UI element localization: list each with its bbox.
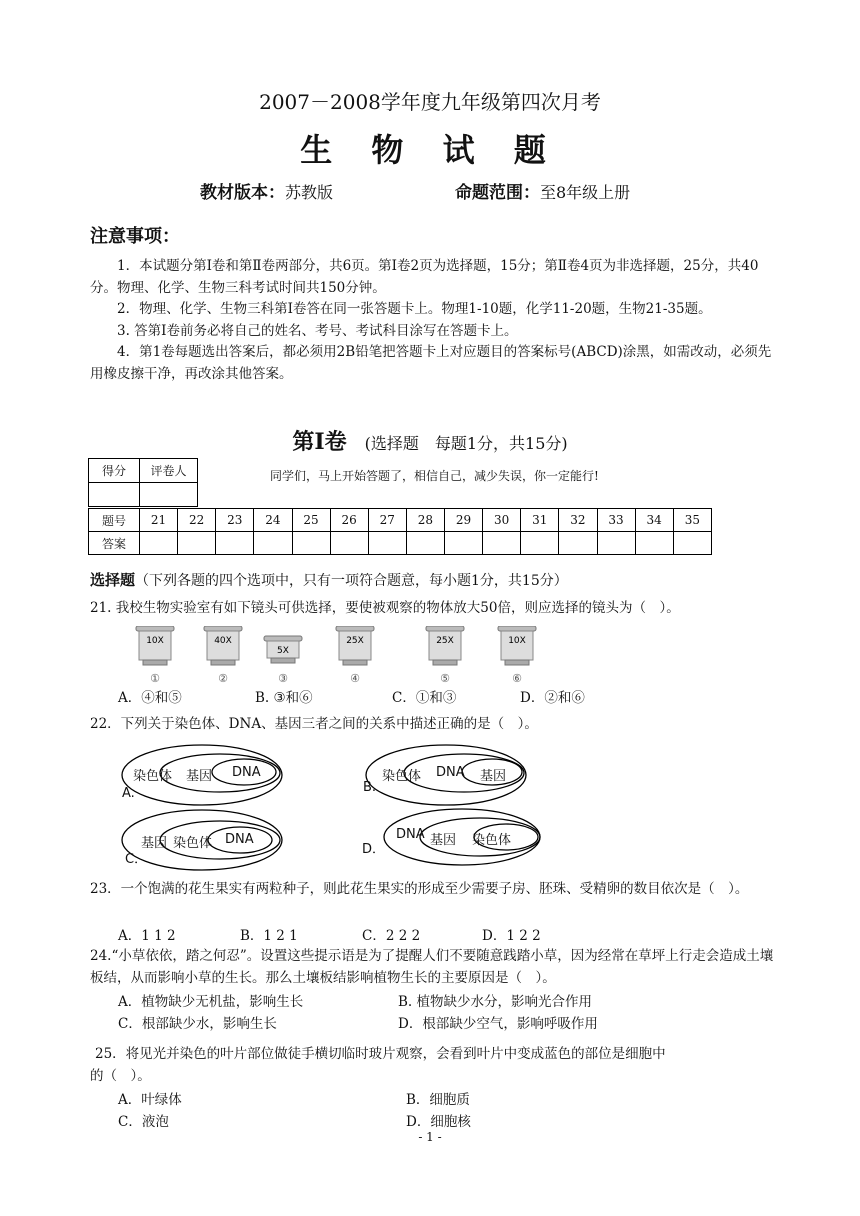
q23-option-a[interactable]: A．1 1 2 [118,928,176,944]
question-24-stem: 24.“小草依依，踏之何忍”。设置这些提示语是为了提醒人们不要随意践踏小草，因为经常在草坪上行走会造成土壤板结，从而影响小草的生长。那么土壤板结影响植物生长的主要原因是（ ）。 [90,948,774,986]
question-23-stem: 23．一个饱满的花生果实有两粒种子，则此花生果实的形成至少需要子房、胚珠、受精卵的数目依次是（ ）。 [90,881,749,897]
q24-option-c[interactable]: C．根部缺少水，影响生长 [118,1016,277,1032]
answer-table [88,508,712,555]
question-number-cell: 33 [597,509,635,532]
question-number-cell: 21 [140,509,178,532]
edition-value: 苏教版 [285,183,334,202]
q21-option-a[interactable]: A．④和⑤ [118,690,182,706]
q23-option-d[interactable]: D．1 2 2 [482,928,541,944]
section-header [90,569,568,590]
diagram-d-outer-label: DNA [396,827,425,842]
lens-number: ⑥ [512,672,522,685]
lens-icon [420,626,470,672]
lens-magnification: 10X [146,636,164,646]
diagram-c-middle-label: 染色体 [173,836,213,851]
answer-cell[interactable] [445,532,483,555]
scope-info [455,178,630,203]
notice-item: 2．物理、化学、生物三科第Ⅰ卷答在同一张答题卡上。物理1-10题，化学11-20题，生物21-35题。 [117,301,712,317]
notice-item: 4．第1卷每题选出答案后，都必须用2B铅笔把答题卡上对应题目的答案标号(ABCD)涂黑，如需改动，必须先用橡皮擦干净，再改涂其他答案。 [90,344,772,382]
answer-cell[interactable] [673,532,711,555]
notice-item: 1．本试题分第Ⅰ卷和第Ⅱ卷两部分，共6页。第Ⅰ卷2页为选择题，15分；第Ⅱ卷4页为非选择题，25分，共40分。物理、化学、生物三科考试时间共150分钟。 [90,258,759,296]
volume-heading [0,425,860,456]
question-number-cell: 28 [406,509,444,532]
score-cell[interactable] [89,483,140,507]
grader-cell[interactable] [140,483,198,507]
answer-cell[interactable] [178,532,216,555]
lens-6 [492,626,542,685]
question-number-cell: 31 [521,509,559,532]
question-number-cell: 35 [673,509,711,532]
answer-cell[interactable] [597,532,635,555]
lens-number: ④ [350,672,360,685]
question-number-cell: 30 [483,509,521,532]
lens-number: ③ [278,672,288,685]
exam-subtitle: 2007－2008学年度九年级第四次月考 [259,90,601,114]
lens-4 [330,626,380,685]
score-box [88,458,198,507]
lens-magnification: 5X [277,646,289,656]
notice-heading: 注意事项： [90,226,180,247]
q25-option-b[interactable]: B．细胞质 [406,1092,470,1108]
diagram-d-letter: D． [362,842,386,857]
volume-desc: (选择题 每题1分，共15分) [364,434,568,453]
volume-title: 第Ⅰ卷 [292,429,347,455]
answer-cell[interactable] [254,532,292,555]
answer-cell[interactable] [406,532,444,555]
diagram-a-outer-label: 染色体 [133,769,173,784]
score-header: 得分 [89,459,140,483]
section-title: 选择题 [90,571,136,589]
diagram-b-letter: B. [363,780,377,795]
answer-cell[interactable] [521,532,559,555]
question-22-stem: 22．下列关于染色体、DNA、基因三者之间的关系中描述正确的是（ ）。 [90,716,538,732]
lens-1 [130,626,180,685]
answer-cell[interactable] [635,532,673,555]
question-25-stem-line2: 的（ ）。 [90,1068,151,1084]
answer-cell[interactable] [483,532,521,555]
question-number-cell: 32 [559,509,597,532]
lens-magnification: 40X [214,636,232,646]
question-number-cell: 22 [178,509,216,532]
q24-option-a[interactable]: A．植物缺少无机盐，影响生长 [118,994,304,1010]
q25-option-c[interactable]: C．液泡 [118,1114,169,1130]
lens-number: ① [150,672,160,685]
exam-title: 生 物 试 题 [300,131,560,169]
q25-option-a[interactable]: A．叶绿体 [118,1092,182,1108]
q21-option-c[interactable]: C．①和③ [392,690,457,706]
page-number: - 1 - [418,1130,442,1144]
lens-number: ② [218,672,228,685]
diagram-b-outer-label: 染色体 [382,769,422,784]
question-number-cell: 23 [216,509,254,532]
section-note: （下列各题的四个选项中，只有一项符合题意，每小题1分，共15分） [135,573,568,589]
diagram-c-outer-label: 基因 [141,836,168,851]
row-label-number: 题号 [89,509,140,532]
answer-cell[interactable] [330,532,368,555]
notice-item: 3. 答第Ⅰ卷前务必将自己的姓名、考号、考试科目涂写在答题卡上。 [117,322,518,339]
question-number-cell: 26 [330,509,368,532]
diagram-a-inner-label: DNA [232,765,261,780]
question-number-cell: 27 [368,509,406,532]
q23-option-c[interactable]: C．2 2 2 [362,928,421,944]
diagram-b-inner-label: 基因 [480,769,507,784]
answer-cell[interactable] [368,532,406,555]
notice-list [90,256,780,385]
diagram-a-middle-label: 基因 [186,769,213,784]
lens-magnification: 10X [508,636,526,646]
q23-option-b[interactable]: B．1 2 1 [240,928,298,944]
lens-2 [198,626,248,685]
answer-cell[interactable] [559,532,597,555]
diagram-b-middle-label: DNA [436,765,465,780]
lens-icon [130,626,180,672]
row-label-answer: 答案 [89,532,140,555]
edition-info [200,178,333,203]
grader-header: 评卷人 [140,459,198,483]
question-21-stem: 21. 我校生物实验室有如下镜头可供选择，要使被观察的物体放大50倍，则应选择的镜头为（ ）。 [90,600,680,616]
lens-3 [258,626,308,685]
q25-option-d[interactable]: D．细胞核 [406,1114,471,1130]
diagram-c-inner-label: DNA [225,832,254,847]
lens-magnification: 25X [346,636,364,646]
question-number-cell: 24 [254,509,292,532]
diagram-d-middle-label: 基因 [430,833,457,848]
lens-5 [420,626,470,685]
answer-cell[interactable] [216,532,254,555]
q24-option-d[interactable]: D．根部缺少空气，影响呼吸作用 [398,1016,598,1032]
lens-icon [330,626,380,672]
diagram-c-letter: C． [125,852,148,867]
q21-option-b[interactable]: B. ③和⑥ [255,690,313,706]
q24-option-b[interactable]: B. 植物缺少水分，影响光合作用 [398,994,593,1010]
scope-label: 命题范围： [455,183,540,203]
lens-images [130,626,570,686]
answer-cell[interactable] [292,532,330,555]
question-number-cell: 25 [292,509,330,532]
lens-icon [492,626,542,672]
question-number-cell: 34 [635,509,673,532]
encouragement-text: 同学们，马上开始答题了，相信自己，减少失误，你一定能行! [270,469,599,483]
q21-option-d[interactable]: D．②和⑥ [520,690,585,706]
diagram-a-letter: A. [122,786,135,801]
lens-number: ⑤ [440,672,450,685]
edition-label: 教材版本： [200,183,285,203]
question-number-cell: 29 [445,509,483,532]
answer-cell[interactable] [140,532,178,555]
lens-magnification: 25X [436,636,454,646]
diagram-d-inner-label: 染色体 [472,833,512,848]
scope-value: 至8年级上册 [540,183,631,202]
lens-icon [198,626,248,672]
question-25-stem-line1: 25．将见光并染色的叶片部位做徒手横切临时玻片观察，会看到叶片中变成蓝色的部位是细胞中 [95,1046,666,1062]
lens-icon [258,626,308,672]
